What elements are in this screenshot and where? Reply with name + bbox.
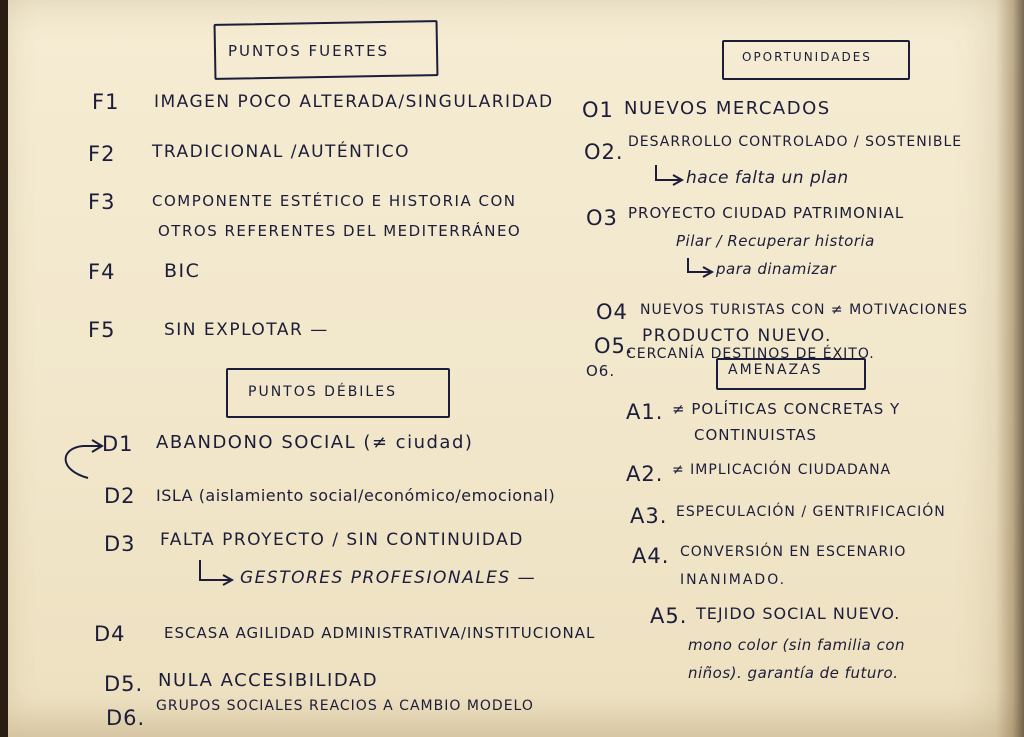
opportunity-code: O2. — [584, 140, 624, 164]
threat-code: A3. — [630, 504, 668, 528]
threat-code: A1. — [626, 400, 664, 424]
strength-text: SIN EXPLOTAR — — [164, 320, 329, 340]
opportunity-text-line2: Pilar / Recuperar historia — [676, 232, 875, 250]
threats-heading: AMENAZAS — [728, 362, 823, 378]
opportunity-subnote: para dinamizar — [716, 260, 837, 278]
opportunity-text: PRODUCTO NUEVO. — [642, 326, 832, 346]
weaknesses-heading: PUNTOS DÉBILES — [248, 384, 397, 400]
weakness-code: D1 — [102, 432, 134, 456]
weakness-code: D4 — [94, 622, 126, 646]
threat-code: A4. — [632, 544, 670, 568]
weakness-subnote: GESTORES PROFESIONALES — — [240, 568, 537, 588]
opportunity-text: DESARROLLO CONTROLADO / SOSTENIBLE — [628, 134, 963, 150]
threat-text-line2: mono color (sin familia con — [688, 636, 906, 654]
strength-text: BIC — [164, 260, 201, 282]
threat-text: ≠ POLÍTICAS CONCRETAS Y — [672, 400, 901, 418]
strength-text: COMPONENTE ESTÉTICO E HISTORIA CON — [152, 192, 517, 210]
threat-text: CONVERSIÓN EN ESCENARIO — [680, 544, 907, 560]
opportunity-text: PROYECTO CIUDAD PATRIMONIAL — [628, 204, 905, 222]
weakness-text: ISLA (aislamiento social/económico/emocional) — [156, 486, 556, 505]
threat-text: ≠ IMPLICACIÓN CIUDADANA — [672, 462, 892, 478]
weakness-text: ABANDONO SOCIAL (≠ ciudad) — [156, 432, 474, 453]
weakness-text: FALTA PROYECTO / SIN CONTINUIDAD — [160, 530, 524, 550]
opportunities-heading: OPORTUNIDADES — [742, 50, 872, 64]
strengths-heading: PUNTOS FUERTES — [228, 42, 390, 60]
opportunity-text: CERCANÍA DESTINOS DE ÉXITO. — [626, 346, 875, 362]
notebook-page — [8, 0, 1024, 737]
threat-text-line3: niños). garantía de futuro. — [688, 664, 899, 682]
weakness-text: NULA ACCESIBILIDAD — [158, 670, 379, 691]
threat-text-line2: CONTINUISTAS — [694, 426, 818, 444]
weakness-code: D5. — [104, 672, 144, 696]
weakness-text: GRUPOS SOCIALES REACIOS A CAMBIO MODELO — [156, 698, 534, 714]
opportunity-code: O1 — [582, 98, 614, 122]
strength-code: F1 — [92, 90, 120, 114]
strength-code: F5 — [88, 318, 116, 342]
weakness-code: D6. — [106, 706, 146, 730]
weakness-code: D2 — [104, 484, 136, 508]
strength-text: TRADICIONAL /AUTÉNTICO — [152, 142, 411, 162]
strength-code: F3 — [88, 190, 116, 214]
strength-code: F4 — [88, 260, 116, 284]
threat-text: ESPECULACIÓN / GENTRIFICACIÓN — [676, 504, 946, 520]
opportunity-code: O5. — [594, 334, 634, 358]
weakness-text: ESCASA AGILIDAD ADMINISTRATIVA/INSTITUCIONAL — [164, 624, 596, 642]
threat-text: TEJIDO SOCIAL NUEVO. — [696, 604, 901, 623]
threat-text-line2: INANIMADO. — [680, 572, 787, 588]
threat-code: A5. — [650, 604, 688, 628]
strength-text: IMAGEN POCO ALTERADA/SINGULARIDAD — [154, 92, 554, 112]
opportunity-subnote: hace falta un plan — [686, 168, 849, 188]
strength-text-line2: OTROS REFERENTES DEL MEDITERRÁNEO — [158, 222, 522, 240]
opportunity-code: O6. — [586, 362, 616, 380]
opportunity-code: O4 — [596, 300, 628, 324]
opportunity-text: NUEVOS MERCADOS — [624, 98, 831, 119]
opportunity-code: O3 — [586, 206, 618, 230]
opportunity-text: NUEVOS TURISTAS CON ≠ MOTIVACIONES — [640, 302, 968, 318]
threat-code: A2. — [626, 462, 664, 486]
strength-code: F2 — [88, 142, 116, 166]
weakness-code: D3 — [104, 532, 136, 556]
